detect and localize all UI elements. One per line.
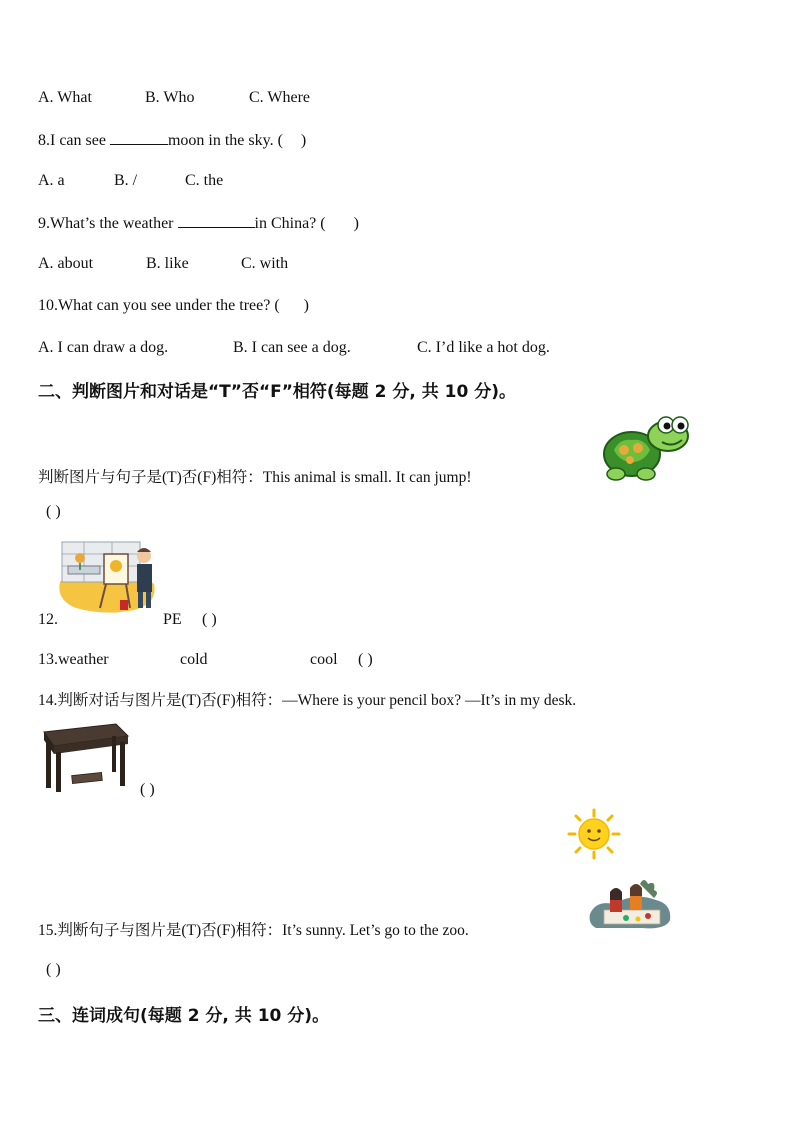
q7-option-b: B. Who: [145, 89, 195, 106]
q14-answer-paren[interactable]: ( ): [140, 781, 155, 798]
q8-number: 8.: [38, 132, 50, 149]
q11-answer-paren[interactable]: ( ): [46, 503, 61, 520]
q12-number: 12.: [38, 611, 58, 628]
question-9: [38, 213, 359, 234]
q9-option-c: C. with: [241, 255, 289, 272]
q10-number: 10.: [38, 297, 58, 314]
question-11: 判断图片与句子是(T)否(F)相符：This animal is small. It can jump!: [38, 469, 472, 486]
section-2-heading: 二、判断图片和对话是“T”否“F”相符(每题 2 分, 共 10 分)。: [38, 382, 516, 402]
sun-picture: [566, 808, 622, 860]
q9-text-before: What’s the weather: [50, 215, 178, 232]
q13-answer-paren[interactable]: ( ): [358, 651, 373, 668]
q8-option-c: C. the: [185, 172, 224, 189]
q15-answer-paren[interactable]: ( ): [46, 961, 61, 978]
q8-blank[interactable]: [110, 130, 168, 145]
q9-option-a: A. about: [38, 255, 94, 272]
q10-option-c: C. I’d like a hot dog.: [417, 339, 550, 356]
q10-option-b: B. I can see a dog.: [233, 339, 351, 356]
q13-word-3: cool: [310, 651, 338, 668]
q13-word-1: 13.weather: [38, 651, 109, 668]
q9-text-after: in China? (: [254, 215, 326, 232]
question-10: [38, 296, 309, 316]
q13-word-2: cold: [180, 651, 208, 668]
q9-paren-close: ): [353, 215, 359, 232]
q8-paren-close: ): [300, 132, 307, 149]
desk-picture: [38, 722, 130, 794]
q8-text-before: I can see: [50, 132, 110, 149]
painting-class-picture: [54, 538, 162, 616]
q7-option-a: A. What: [38, 89, 92, 106]
picnic-picture: [586, 874, 674, 932]
q10-option-a: A. I can draw a dog.: [38, 339, 169, 356]
q9-option-b: B. like: [146, 255, 189, 272]
q10-paren-close: ): [303, 297, 309, 314]
q12-answer-paren[interactable]: ( ): [202, 611, 217, 628]
section-3-heading: 三、连词成句(每题 2 分, 共 10 分)。: [38, 1006, 330, 1026]
q9-number: 9.: [38, 215, 50, 232]
q7-option-c: C. Where: [249, 89, 311, 106]
q8-text-after: moon in the sky. (: [167, 132, 283, 149]
q12-word: PE: [163, 611, 182, 628]
turtle-picture: [600, 410, 694, 484]
q10-text: What can you see under the tree? (: [58, 297, 280, 314]
q8-option-b: B. /: [114, 172, 138, 189]
q8-option-a: A. a: [38, 172, 65, 189]
question-14: 14.判断对话与图片是(T)否(F)相符：—Where is your pencil box? —It’s in my desk.: [38, 692, 577, 709]
question-15: 15.判断句子与图片是(T)否(F)相符：It’s sunny. Let’s go to the zoo.: [38, 922, 469, 939]
q9-blank[interactable]: [178, 213, 255, 228]
question-8: [38, 130, 306, 151]
